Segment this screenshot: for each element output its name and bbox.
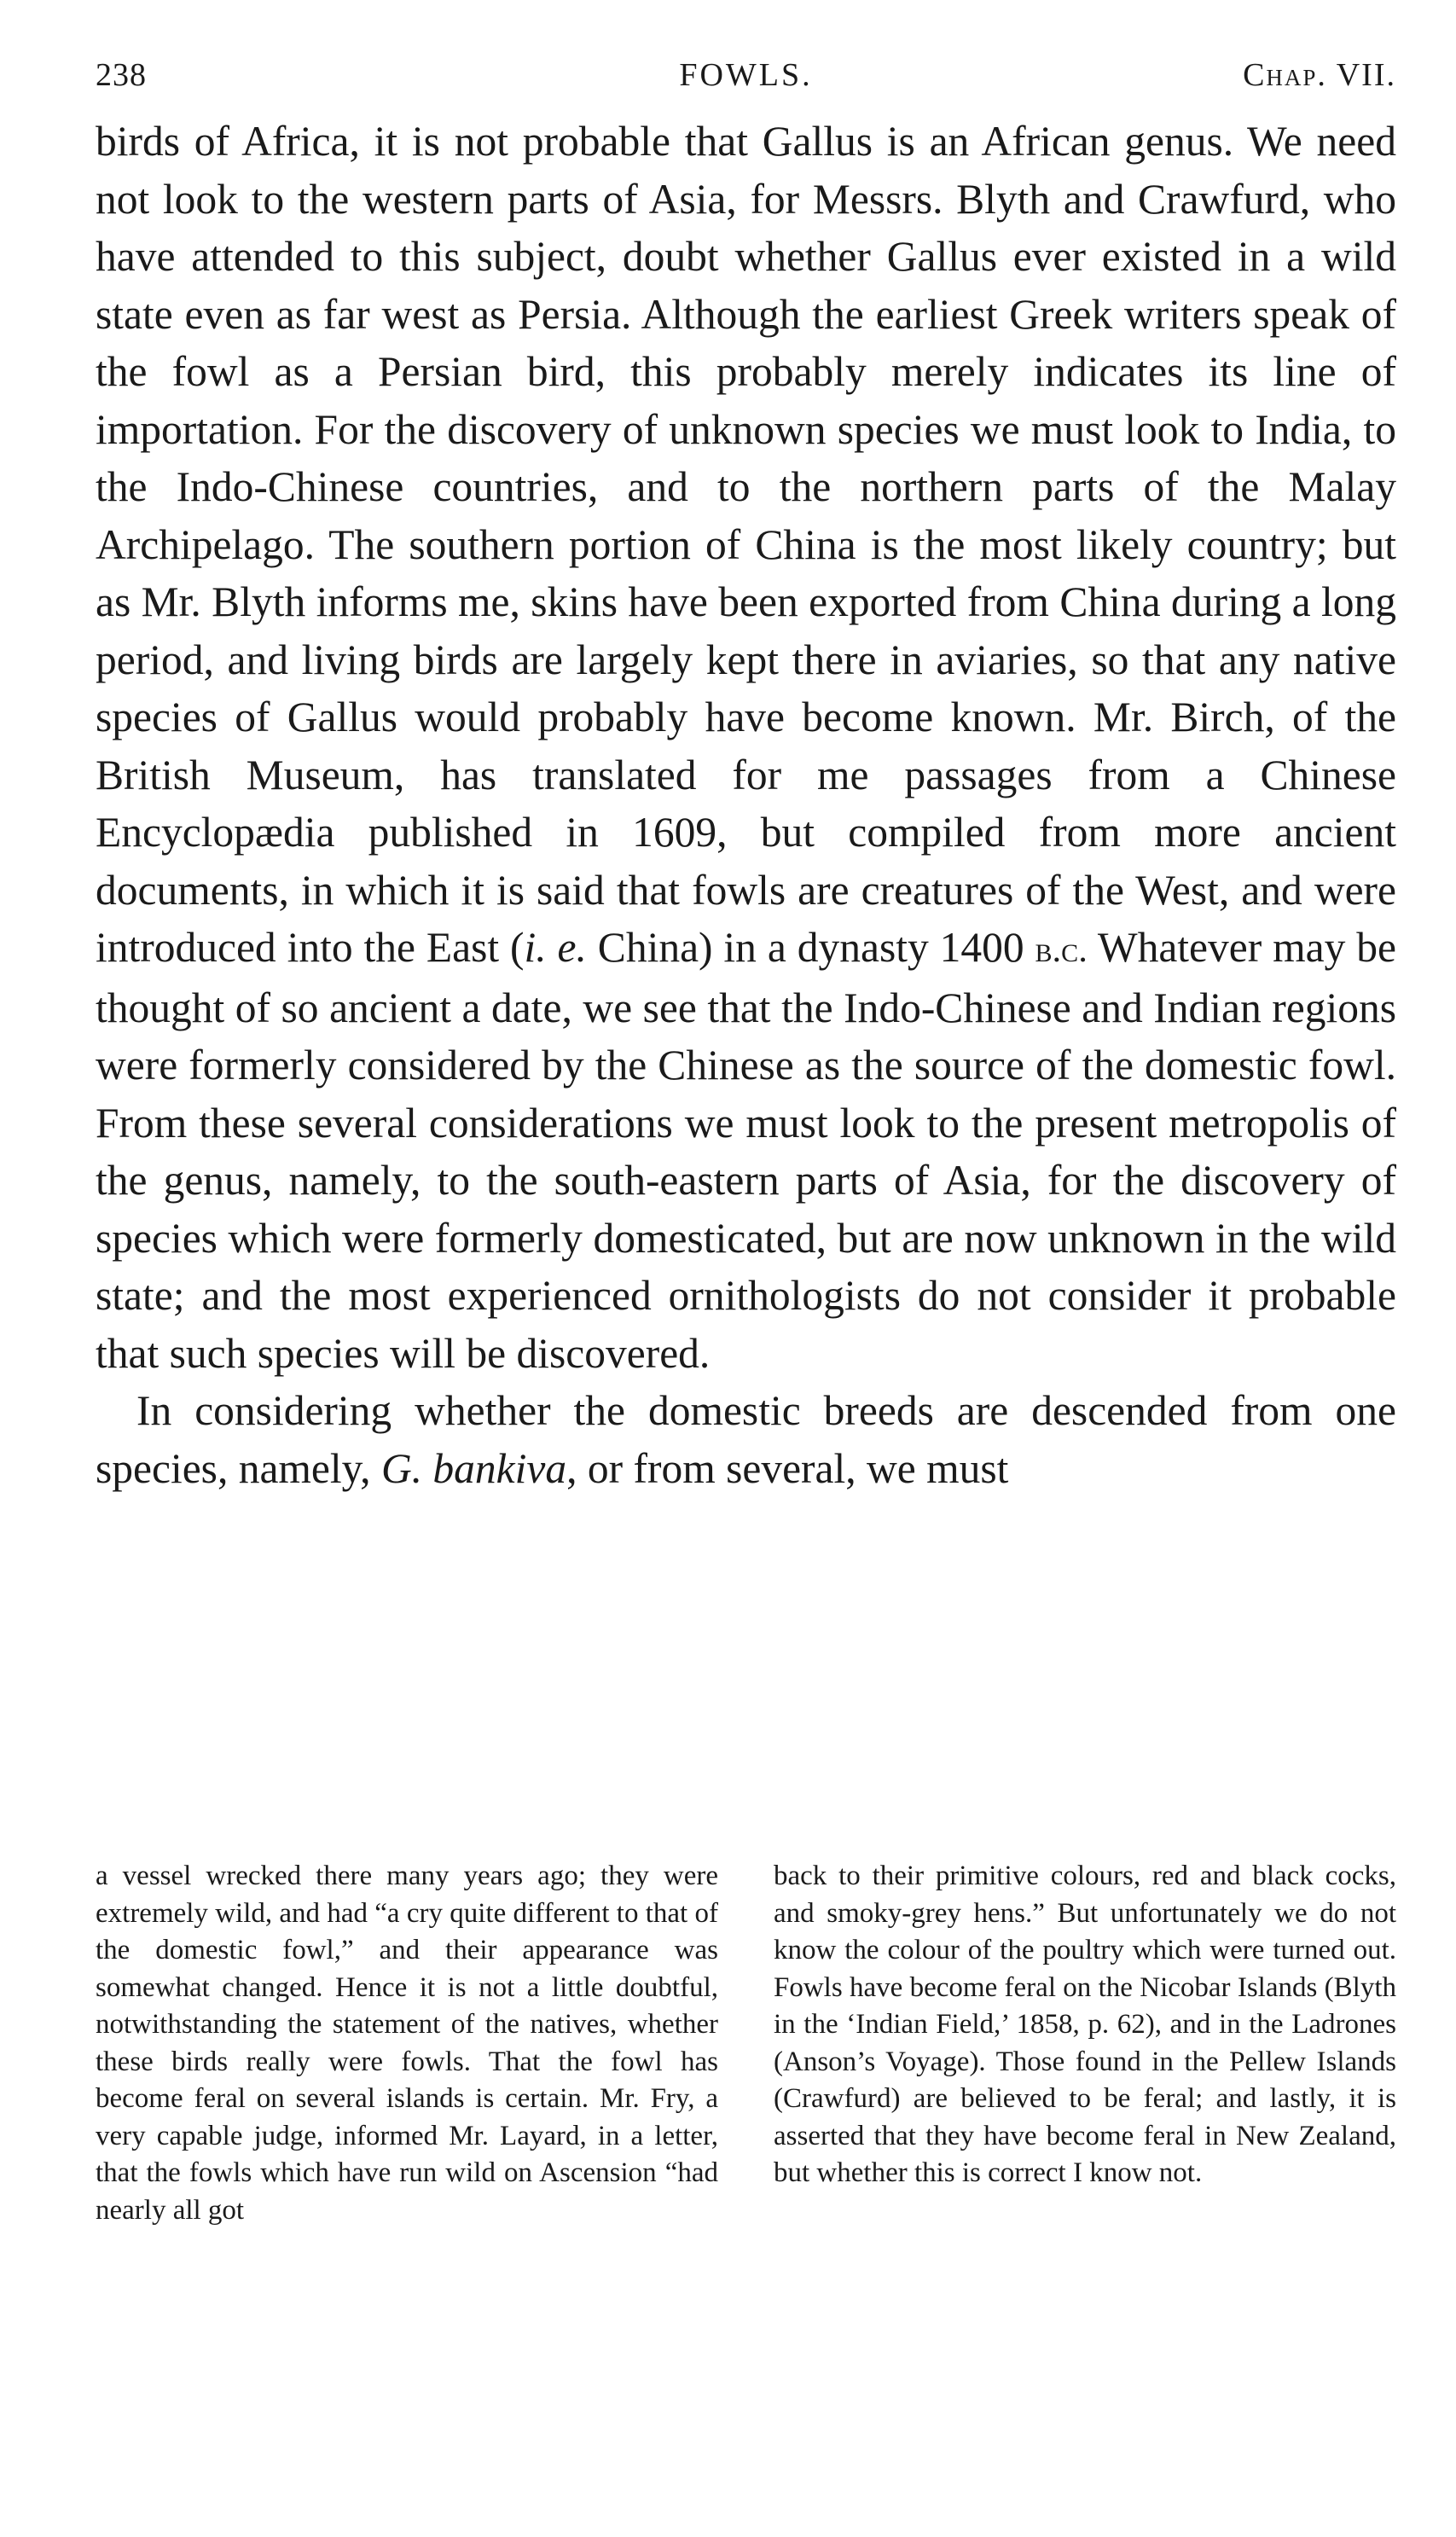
main-text — [96, 113, 1396, 1497]
paragraph — [96, 113, 1396, 1382]
chapter-label: Chap. VII. — [1243, 57, 1396, 93]
species-name: G. bankiva — [380, 1444, 567, 1492]
running-title: FOWLS. — [679, 57, 813, 93]
footnote-text: back to their primitive colours, red and black cocks, and smoky-grey hens.” But unfortunately we do not know the colour of the poultry which were turned out. Fowls have become feral on the Nicobar Islands (Blyth in the ‘Indian Field,’ 1858, p. 62), and in the Ladrones (Anson’s Voyage). Those found in the Pellew Islands (Crawfurd) are believed to be feral; and lastly, it is asserted that they have become feral in New Zealand, but whether this is correct I know not. — [774, 1861, 1396, 2188]
era-abbrev: b.c. — [1035, 930, 1088, 970]
paragraph-text: Whatever may be thought of so ancient a date, we see that the Indo-Chinese and Indian regions were formerly considered by the Chinese as the source of the domestic fowl. From these several considerations we must look to the present metropolis of the genus, namely, to the south-eastern parts of Asia, for the discovery of species which were formerly domesticated, but are now unknown in the wild state; and the most experienced ornithologists do not consider it probable that such species will be discovered. — [96, 924, 1396, 1377]
paragraph-text: China) in a dynasty 1400 — [586, 924, 1035, 971]
footnote-column-right — [774, 1858, 1396, 2229]
footnote-text: a vessel wrecked there many years ago; they were extremely wild, and had “a cry quite different to that of the domestic fowl,” and their appearance was somewhat changed. Hence it is not a little doubtful, notwithstanding the statement of the natives, whether these birds really were fowls. That the fowl has become feral on several islands is certain. Mr. Fry, a very capable judge, informed Mr. Layard, in a letter, that the fowls which have run wild on Ascension “had nearly all got — [96, 1861, 718, 2226]
page-header — [96, 49, 1396, 101]
book-page — [96, 49, 1396, 2226]
italic-abbrev: i. e. — [524, 924, 587, 971]
paragraph-text: , or from several, we must — [566, 1444, 1009, 1492]
footnote-column-left — [96, 1858, 718, 2229]
footnotes — [96, 1858, 1396, 2229]
page-number: 238 — [96, 57, 147, 93]
paragraph-text: birds of Africa, it is not probable that Gallus is an African genus. We need not look to the western parts of Asia, for Messrs. Blyth and Crawfurd, who have attended to this subject, doubt whether Gallus ever existed in a wild state even as far west as Persia. Although the earliest Greek writers speak of the fowl as a Persian bird, this probably merely indicates its line of importation. For the discovery of unknown species we must look to India, to the Indo-Chinese countries, and to the northern parts of the Malay Archipelago. The southern portion of China is the most likely country; but as Mr. Blyth informs me, skins have been exported from China during a long period, and living birds are largely kept there in aviaries, so that any native species of Gallus would probably have become known. Mr. Birch, of the British Museum, has translated for me passages from a Chinese Encyclopædia published in 1609, but compiled from more ancient documents, in which it is said that fowls are creatures of the West, and were introduced into the East ( — [96, 118, 1396, 971]
paragraph-text: In considering whether the domestic breeds are descended from one species, namely, — [96, 1387, 1396, 1492]
paragraph — [96, 1382, 1396, 1497]
